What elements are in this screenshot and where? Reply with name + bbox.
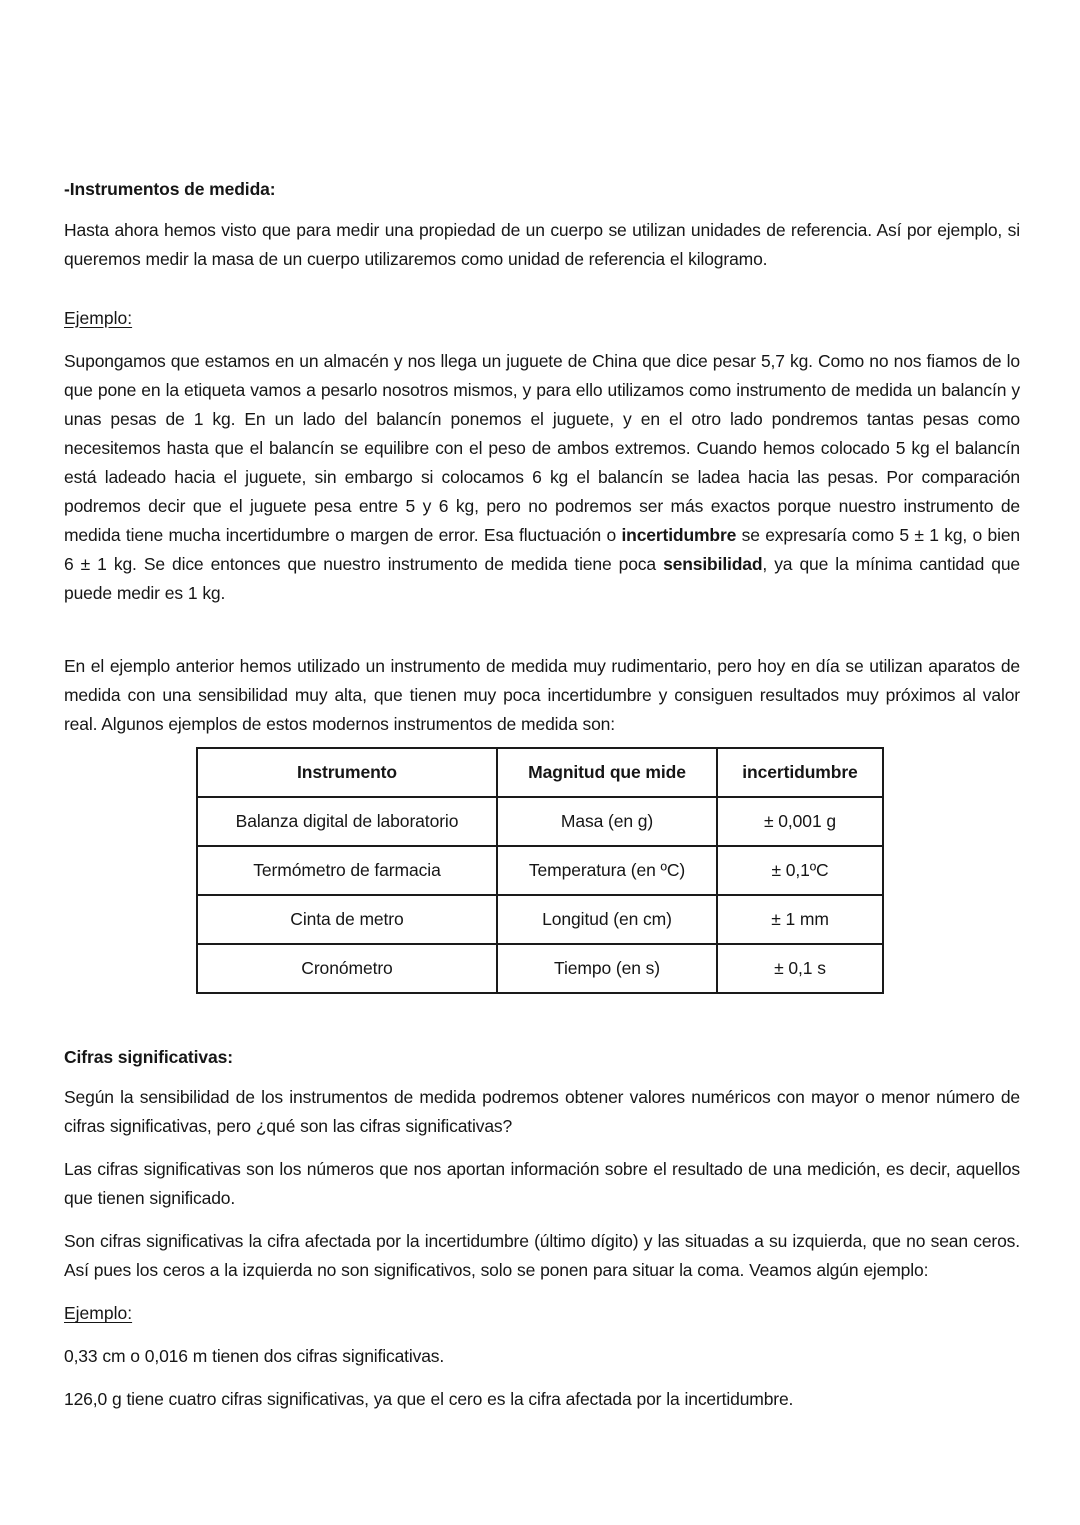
bold-term-sensibilidad: sensibilidad xyxy=(663,553,763,574)
column-header-incertidumbre: incertidumbre xyxy=(717,748,883,797)
figures-paragraph-2: Las cifras significativas son los números que nos aportan información sobre el resultado de una medición, es decir, aquellos que tienen significado. xyxy=(64,1159,1020,1209)
spacer xyxy=(64,333,1020,347)
spacer xyxy=(64,608,1020,652)
cell-incertidumbre: ± 0,1 s xyxy=(717,944,883,993)
instruments-table-wrapper xyxy=(196,747,882,994)
spacer xyxy=(64,994,1020,1046)
instruments-table xyxy=(196,747,884,994)
spacer xyxy=(64,1141,1020,1155)
example-label-wrapper xyxy=(64,304,1020,333)
spacer xyxy=(64,1371,1020,1385)
cell-magnitud: Tiempo (en s) xyxy=(497,944,717,993)
cell-magnitud: Longitud (en cm) xyxy=(497,895,717,944)
cell-instrumento: Cinta de metro xyxy=(197,895,497,944)
column-header-magnitud: Magnitud que mide xyxy=(497,748,717,797)
bold-term-incertidumbre: incertidumbre xyxy=(621,524,737,545)
document-body xyxy=(64,178,1020,1414)
spacer xyxy=(64,1213,1020,1227)
figures-paragraph-3: Son cifras significativas la cifra afectada por la incertidumbre (último dígito) y las situadas a su izquierda, que no sean ceros. Así pues los ceros a la izquierda no son significativos, solo se ponen para situar la coma. Veamos algún ejemplo: xyxy=(64,1231,1020,1281)
cell-instrumento: Cronómetro xyxy=(197,944,497,993)
example-paragraph-balance xyxy=(64,347,1020,608)
table-row xyxy=(197,895,883,944)
figures-example-line-1: 0,33 cm o 0,016 m tienen dos cifras significativas. xyxy=(64,1346,445,1367)
cell-instrumento: Balanza digital de laboratorio xyxy=(197,797,497,846)
example-label-figures: Ejemplo: xyxy=(64,1303,133,1324)
spacer xyxy=(64,1285,1020,1299)
cell-magnitud: Temperatura (en ºC) xyxy=(497,846,717,895)
table-row xyxy=(197,944,883,993)
instruments-section-heading: -Instrumentos de medida: xyxy=(64,179,276,199)
spacer xyxy=(64,274,1020,304)
example-label-instruments: Ejemplo: xyxy=(64,307,133,328)
table-row xyxy=(197,797,883,846)
cell-incertidumbre: ± 0,001 g xyxy=(717,797,883,846)
cell-incertidumbre: ± 0,1ºC xyxy=(717,846,883,895)
figures-paragraph-1: Según la sensibilidad de los instrumentos de medida podremos obtener valores numéricos con mayor o menor número de cifras significativas, pero ¿qué son las cifras significativas? xyxy=(64,1087,1020,1137)
example-label-wrapper-figures xyxy=(64,1299,1020,1328)
column-header-instrumento: Instrumento xyxy=(197,748,497,797)
table-row xyxy=(197,846,883,895)
figures-example-line-2: 126,0 g tiene cuatro cifras significativas, ya que el cero es la cifra afectada por la incertidumbre. xyxy=(64,1389,794,1410)
example-text-part-1: Supongamos que estamos en un almacén y nos llega un juguete de China que dice pesar 5,7 kg. Como no nos fiamos de lo que pone en la etiqueta vamos a pesarlo nosotros mismos, y para ello utilizamos como instrumento de medida un balancín y unas pesas de 1 kg. En un lado del balancín ponemos el juguete, y en el otro lado pondremos tantas pesas como necesitemos hasta que el balancín se equilibre con el peso de ambos extremos. Cuando hemos colocado 5 kg el balancín está ladeado hacia el juguete, sin embargo si colocamos 6 kg el balancín se ladea hacia las pesas. Por comparación podremos decir que el juguete pesa entre 5 y 6 kg, pero no podremos ser más exactos porque nuestro instrumento de medida tiene mucha incertidumbre o margen de error. Esa fluctuación o xyxy=(64,350,1020,545)
cell-magnitud: Masa (en g) xyxy=(497,797,717,846)
figures-section-heading: Cifras significativas: xyxy=(64,1046,233,1067)
example-text-part-3: , ya que la mínima cantidad que puede medir es 1 kg. xyxy=(64,553,1020,603)
cell-instrumento: Termómetro de farmacia xyxy=(197,846,497,895)
example-text-part-2: se expresaría como 5 ± 1 kg, o bien 6 ± 1 kg. Se dice entonces que nuestro instrumento de medida tiene poca xyxy=(64,524,1021,574)
table-header-row xyxy=(197,748,883,797)
instruments-intro-paragraph: Hasta ahora hemos visto que para medir una propiedad de un cuerpo se utilizan unidades de referencia. Así por ejemplo, si queremos medir la masa de un cuerpo utilizaremos como unidad de referencia el kilogramo. xyxy=(64,219,1020,269)
modern-instruments-paragraph: En el ejemplo anterior hemos utilizado un instrumento de medida muy rudimentario, pero hoy en día se utilizan aparatos de medida con una sensibilidad muy alta, que tienen muy poca incertidumbre y consiguen resultados muy próximos al valor real. Algunos ejemplos de estos modernos instrumentos de medida son: xyxy=(64,655,1020,734)
spacer xyxy=(64,1328,1020,1342)
cell-incertidumbre: ± 1 mm xyxy=(717,895,883,944)
